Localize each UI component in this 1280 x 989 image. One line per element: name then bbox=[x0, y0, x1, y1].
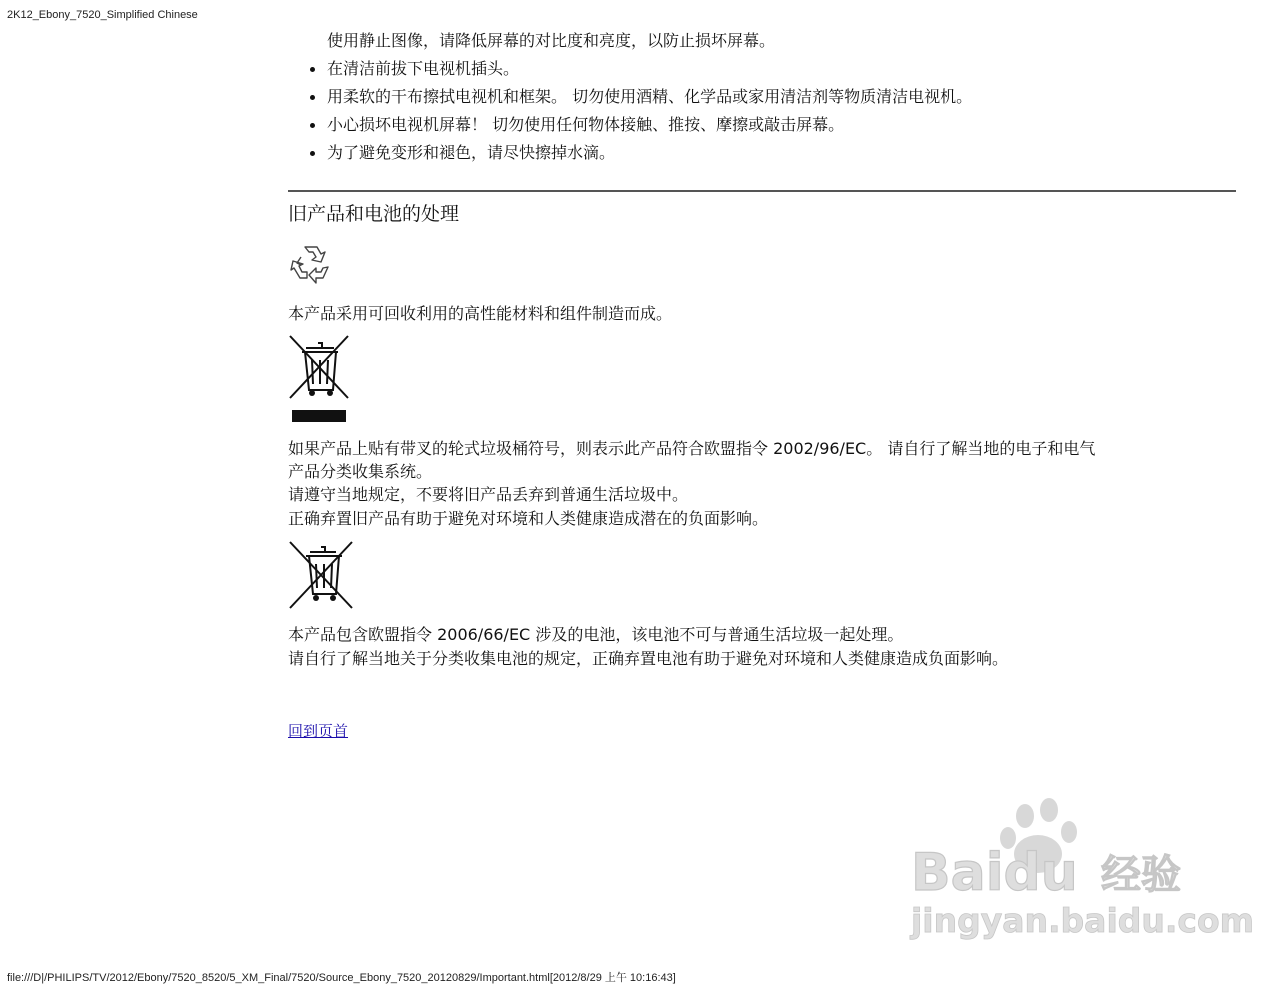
list-item: 用柔软的干布擦拭电视机和框架。 切勿使用酒精、化学品或家用清洁剂等物质清洁电视机。 bbox=[308, 86, 972, 114]
weee-text-line: 产品分类收集系统。 bbox=[288, 462, 433, 481]
section-heading: 旧产品和电池的处理 bbox=[288, 203, 460, 225]
weee-text-line: 正确弃置旧产品有助于避免对环境和人类健康造成潜在的负面影响。 bbox=[288, 509, 769, 528]
care-continuation-text: 使用静止图像，请降低屏幕的对比度和亮度，以防止损坏屏幕。 bbox=[327, 31, 776, 50]
header-title: 2K12_Ebony_7520_Simplified Chinese bbox=[7, 9, 198, 21]
list-item: 为了避免变形和褪色，请尽快擦掉水滴。 bbox=[308, 142, 972, 170]
crossed-wheelie-bin-icon bbox=[288, 540, 354, 610]
watermark-domain: jingyan.baidu.com bbox=[911, 901, 1255, 940]
crossed-wheelie-bin-icon bbox=[288, 334, 350, 426]
weee-text-line: 请遵守当地规定，不要将旧产品丢弃到普通生活垃圾中。 bbox=[288, 485, 689, 504]
watermark-logo-suffix: 经验 bbox=[1101, 852, 1181, 898]
list-item: 小心损坏电视机屏幕！ 切勿使用任何物体接触、推按、摩擦或敲击屏幕。 bbox=[308, 114, 972, 142]
weee-text-line: 如果产品上贴有带叉的轮式垃圾桶符号，则表示此产品符合欧盟指令 2002/96/EC。 请自行了解当地的电子和电气 bbox=[288, 439, 1096, 458]
watermark-logo-text: Baidu bbox=[911, 843, 1078, 903]
care-bullet-list bbox=[308, 58, 972, 170]
back-to-top-link[interactable]: 回到页首 bbox=[288, 722, 349, 740]
battery-text-line: 请自行了解当地关于分类收集电池的规定，正确弃置电池有助于避免对环境和人类健康造成负面影响。 bbox=[288, 649, 1009, 668]
baidu-jingyan-watermark bbox=[905, 798, 1255, 943]
list-item: 在清洁前拔下电视机插头。 bbox=[308, 58, 972, 86]
recycle-text: 本产品采用可回收利用的高性能材料和组件制造而成。 bbox=[288, 304, 673, 323]
recycle-icon bbox=[288, 241, 334, 287]
battery-text-line: 本产品包含欧盟指令 2006/66/EC 涉及的电池，该电池不可与普通生活垃圾一起处理。 bbox=[288, 625, 904, 644]
footer-file-path: file:///D|/PHILIPS/TV/2012/Ebony/7520_8520/5_XM_Final/7520/Source_Ebony_7520_20120829/Important.html[2012/8/29 上午 10:16:43] bbox=[7, 972, 676, 984]
section-divider bbox=[288, 190, 1236, 192]
